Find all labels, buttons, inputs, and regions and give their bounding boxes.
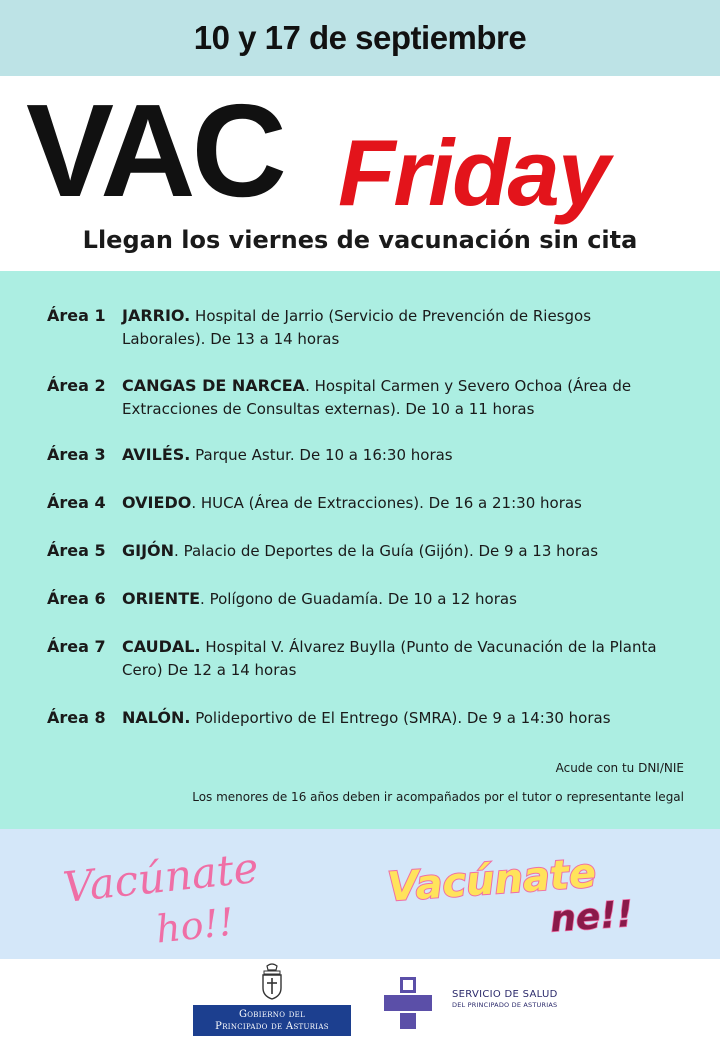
- slogan-right-line1: Vacúnate: [386, 850, 598, 911]
- slogan-band: [0, 829, 720, 959]
- vac-title: VAC: [26, 77, 283, 224]
- area-name: AVILÉS.: [122, 445, 191, 464]
- list-item: [47, 539, 677, 563]
- government-line2: Principado de Asturias: [215, 1020, 329, 1032]
- area-label: Área 6: [47, 589, 106, 608]
- date-heading: 10 y 17 de septiembre: [193, 19, 527, 56]
- area-label: Área 2: [47, 376, 106, 395]
- dni-note: Acude con tu DNI/NIE: [555, 761, 684, 775]
- list-item: [47, 491, 677, 515]
- slogans: [0, 829, 720, 959]
- area-name: OVIEDO: [122, 493, 192, 512]
- area-name: NALÓN.: [122, 708, 191, 727]
- area-name: CANGAS DE NARCEA: [122, 376, 306, 395]
- list-item: [47, 304, 677, 351]
- area-label: Área 5: [47, 541, 106, 560]
- area-detail: . Palacio de Deportes de la Guía (Gijón). De 9 a 13 horas: [174, 542, 599, 560]
- list-item: [47, 706, 677, 730]
- area-detail: . Polígono de Guadamía. De 10 a 12 horas: [200, 590, 517, 608]
- health-cross-icon: [380, 973, 436, 1035]
- area-detail: Hospital de Jarrio (Servicio de Prevención de Riesgos Laborales). De 13 a 14 horas: [122, 307, 592, 348]
- minors-note: Los menores de 16 años deben ir acompañados por el tutor o representante legal: [192, 790, 684, 804]
- logo-band: [0, 959, 720, 1040]
- health-service-line2: DEL PRINCIPADO DE ASTURIAS: [452, 1001, 558, 1009]
- slogan-left-line2: ho!!: [153, 899, 236, 952]
- area-name: GIJÓN: [122, 541, 175, 560]
- slogan-left-line1: Vacúnate: [60, 842, 261, 913]
- area-name: JARRIO.: [122, 306, 191, 325]
- subtitle: Llegan los viernes de vacunación sin cita: [82, 226, 638, 254]
- area-detail: Hospital V. Álvarez Buylla (Punto de Vacunación de la Planta Cero) De 12 a 14 horas: [122, 638, 657, 679]
- area-detail: . HUCA (Área de Extracciones). De 16 a 21:30 horas: [191, 494, 582, 512]
- list-item: [47, 443, 677, 467]
- health-service-label: [452, 989, 558, 1009]
- health-service-line1: SERVICIO DE SALUD: [452, 989, 558, 1000]
- area-detail: Parque Astur. De 10 a 16:30 horas: [190, 446, 453, 464]
- area-label: Área 7: [47, 637, 106, 656]
- area-label: Área 3: [47, 445, 106, 464]
- title-block: [0, 76, 720, 271]
- area-label: Área 4: [47, 493, 106, 512]
- list-item: [47, 635, 677, 682]
- date-banner: [0, 0, 720, 76]
- asturias-government-logo: [193, 959, 351, 1040]
- area-label: Área 8: [47, 708, 106, 727]
- area-label: Área 1: [47, 306, 106, 325]
- coat-of-arms-icon: [257, 962, 287, 1002]
- slogan-right-line2: ne!!: [548, 893, 635, 941]
- list-item: [47, 587, 677, 611]
- area-detail: Polideportivo de El Entrego (SMRA). De 9 a 14:30 horas: [190, 709, 611, 727]
- area-name: ORIENTE: [122, 589, 201, 608]
- list-item: [47, 374, 677, 421]
- government-line1: Gobierno del: [238, 1008, 306, 1020]
- government-label: [193, 1005, 351, 1036]
- area-name: CAUDAL.: [122, 637, 201, 656]
- friday-title: Friday: [338, 120, 609, 225]
- areas-list: [0, 271, 720, 829]
- area-detail: . Hospital Carmen y Severo Ochoa (Área de Extracciones de Consultas externas). De 10 a 11 horas: [122, 377, 632, 418]
